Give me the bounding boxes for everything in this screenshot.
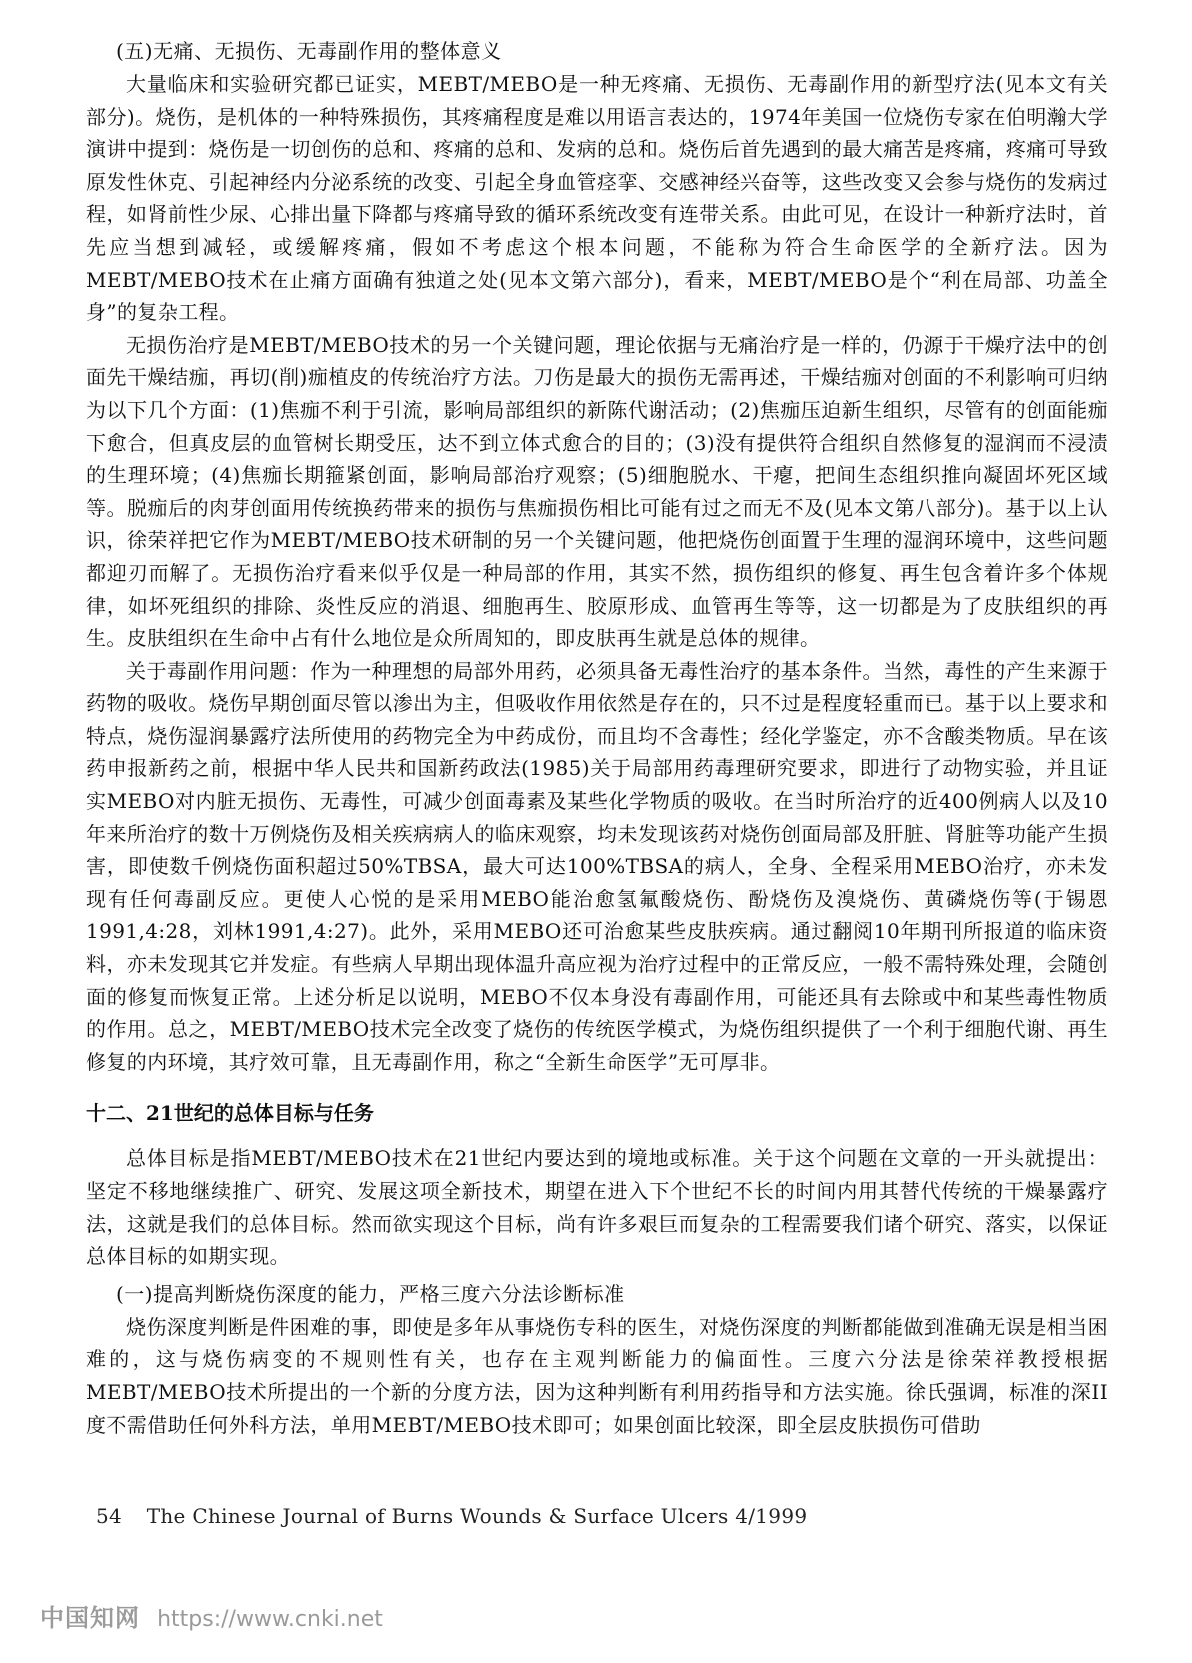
page-footer [96, 1504, 807, 1528]
article-page [86, 30, 1108, 1441]
paragraph-overall-goal: 总体目标是指MEBT/MEBO技术在21世纪内要达到的境地或标准。关于这个问题在文章的一开头就提出：坚定不移地继续推广、研究、发展这项全新技术，期望在进入下个世纪不长的时间内用其替代传统的干燥暴露疗法，这就是我们的总体目标。然而欲实现这个目标，尚有许多艰巨而复杂的工程需要我们诸个研究、落实，以保证总体目标的如期实现。 [86, 1146, 1108, 1269]
cnki-url: https://www.cnki.net [157, 1607, 383, 1632]
paragraph-painless: 大量临床和实验研究都已证实，MEBT/MEBO是一种无疼痛、无损伤、无毒副作用的新型疗法(见本文有关部分)。烧伤，是机体的一种特殊损伤，其疼痛程度是难以用语言表达的，1974年美国一位烧伤专家在伯明瀚大学演讲中提到：烧伤是一切创伤的总和、疼痛的总和、发病的总和。烧伤后首先遇到的最大痛苦是疼痛，疼痛可导致原发性休克、引起神经内分泌系统的改变、引起全身血管痉挛、交感神经兴奋等，这些改变又会参与烧伤的发病过程，如肾前性少尿、心排出量下降都与疼痛导致的循环系统改变有连带关系。由此可见，在设计一种新疗法时，首先应当想到减轻，或缓解疼痛，假如不考虑这个根本问题，不能称为符合生命医学的全新疗法。因为MEBT/MEBO技术在止痛方面确有独道之处(见本文第六部分)，看来，MEBT/MEBO是个“利在局部、功盖全身”的复杂工程。 [86, 72, 1108, 325]
paragraph-no-injury: 无损伤治疗是MEBT/MEBO技术的另一个关键问题，理论依据与无痛治疗是一样的，仍源于干燥疗法中的创面先干燥结痂，再切(削)痂植皮的传统治疗方法。刀伤是最大的损伤无需再述，干燥结痂对创面的不利影响可归纳为以下几个方面：(1)焦痂不利于引流，影响局部组织的新陈代谢活动；(2)焦痂压迫新生组织，尽管有的创面能痂下愈合，但真皮层的血管树长期受压，达不到立体式愈合的目的；(3)没有提供符合组织自然修复的湿润而不浸渍的生理环境；(4)焦痂长期箍紧创面，影响局部治疗观察；(5)细胞脱水、干瘪，把间生态组织推向凝固坏死区域等。脱痂后的肉芽创面用传统换药带来的损伤与焦痂损伤相比可能有过之而无不及(见本文第八部分)。基于以上认识，徐荣祥把它作为MEBT/MEBO技术研制的另一个关键问题，他把烧伤创面置于生理的湿润环境中，这些问题都迎刃而解了。无损伤治疗看来似乎仅是一种局部的作用，其实不然，损伤组织的修复、再生包含着许多个体规律，如坏死组织的排除、炎性反应的消退、细胞再生、胶原形成、血管再生等等，这一切都是为了皮肤组织的再生。皮肤组织在生命中占有什么地位是众所周知的，即皮肤再生就是总体的规律。 [86, 332, 1108, 651]
journal-citation: The Chinese Journal of Burns Wounds & Surface Ulcers 4/1999 [146, 1504, 808, 1528]
cnki-logo: 中国知网 [40, 1604, 140, 1632]
page-number: 54 [96, 1504, 123, 1528]
subsection-heading-5: (五)无痛、无损伤、无毒副作用的整体意义 [116, 39, 502, 63]
paragraph-burn-depth: 烧伤深度判断是件困难的事，即使是多年从事烧伤专科的医生，对烧伤深度的判断都能做到准确无误是相当困难的，这与烧伤病变的不规则性有关，也存在主观判断能力的偏面性。三度六分法是徐荣祥教授根据MEBT/MEBO技术所提出的一个新的分度方法，因为这种判断有利用药指导和方法实施。徐氏强调，标准的深II度不需借助任何外科方法，单用MEBT/MEBO技术即可；如果创面比较深，即全层皮肤损伤可借助 [86, 1314, 1108, 1437]
subsection-heading-1: (一)提高判断烧伤深度的能力，严格三度六分法诊断标准 [116, 1281, 625, 1306]
section-heading-12: 十二、21世纪的总体目标与任务 [86, 1101, 374, 1126]
paragraph-no-toxicity: 关于毒副作用问题：作为一种理想的局部外用药，必须具备无毒性治疗的基本条件。当然，毒性的产生来源于药物的吸收。烧伤早期创面尽管以渗出为主，但吸收作用依然是存在的，只不过是程度轻重而已。基于以上要求和特点，烧伤湿润暴露疗法所使用的药物完全为中药成份，而且均不含毒性；经化学鉴定，亦不含酸类物质。早在该药申报新药之前，根据中华人民共和国新药政法(1985)关于局部用药毒理研究要求，即进行了动物实验，并且证实MEBO对内脏无损伤、无毒性，可减少创面毒素及某些化学物质的吸收。在当时所治疗的近400例病人以及10年来所治疗的数十万例烧伤及相关疾病病人的临床观察，均未发现该药对烧伤创面局部及肝脏、肾脏等功能产生损害，即使数千例烧伤面积超过50%TBSA，最大可达100%TBSA的病人，全身、全程采用MEBO治疗，亦未发现有任何毒副反应。更使人心悦的是采用MEBO能治愈氢氟酸烧伤、酚烧伤及溴烧伤、黄磷烧伤等(于锡恩1991,4:28，刘林1991,4:27)。此外，采用MEBO还可治愈某些皮肤疾病。通过翻阅10年期刊所报道的临床资料，亦未发现其它并发症。有些病人早期出现体温升高应视为治疗过程中的正常反应，一般不需特殊处理，会随创面的修复而恢复正常。上述分析足以说明，MEBO不仅本身没有毒副作用，可能还具有去除或中和某些毒性物质的作用。总之，MEBT/MEBO技术完全改变了烧伤的传统医学模式，为烧伤组织提供了一个利于细胞代谢、再生修复的内环境，其疗效可靠，且无毒副作用，称之“全新生命医学”无可厚非。 [86, 658, 1108, 1074]
cnki-watermark [40, 1598, 383, 1633]
